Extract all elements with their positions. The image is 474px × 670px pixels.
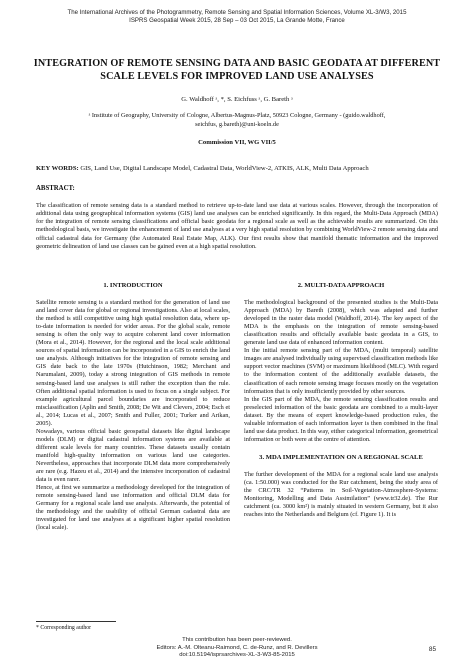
mda-paragraph-1: The methodological background of the presented studies is the Multi-Data Approach (MDA) by Bareth (2008), which was adapted and further developed in the raster data model (Waldhoff, 2014). The key aspect of the MDA is the emphasis on the integration of remote sensing-based classification results and officially available basic geodata in a GIS, to generate land use data of enhanced information content.: [244, 299, 438, 347]
right-column: [244, 282, 438, 519]
title-line-1: INTEGRATION OF REMOTE SENSING DATA AND BASIC GEODATA AT DIFFERENT: [33, 58, 441, 69]
mda-paragraph-3: In the GIS part of the MDA, the remote sensing classification results and preselected information of the basic geodata are combined to a multi-layer dataset. By the means of expert knowledge-based production rules, the valuable information of each information layer is then combined in the final land use data product. In this way, either categorical information, geometrical information or both were at the centre of attention.: [244, 395, 438, 443]
header-line-2: ISPRS Geospatial Week 2015, 28 Sep – 03 Oct 2015, La Grande Motte, France: [129, 17, 345, 24]
abstract-body: [36, 202, 438, 251]
left-column: [36, 282, 230, 532]
footnote: * Corresponding author: [36, 625, 92, 631]
footer-line-2: Editors: A.-M. Olteanu-Raimond, C. de-Runz, and R. Devillers: [156, 644, 318, 651]
mda-paragraph-2: In the initial remote sensing part of the MDA, (multi temporal) satellite images are analysed individually using supervised classification methods like support vector machines (SVM) or maximum likelihood (MLC). With regard to the information content of the additionally available datasets, the classification of each remote sensing image focuses mostly on the vegetation information that is only insufficiently provided by other sources.: [244, 347, 438, 395]
affiliation-line-1: ᵃ Institute of Geography, University of Cologne, Albertus-Magnus-Platz, 50923 Cologne, Germany - (guido.waldhoff,: [88, 112, 386, 119]
section-heading-regional-scale: 3. MDA IMPLEMENTATION ON A REGIONAL SCALE: [259, 453, 423, 461]
author-list: G. Waldhoff ᵃ, *, S. Eichfuss ᵃ, G. Bareth ᵃ: [181, 96, 293, 103]
section-heading-multi-data-approach: 2. MULTI-DATA APPROACH: [297, 282, 385, 289]
paper-title: [30, 57, 444, 83]
footer-line-1: This contribution has been peer-reviewed.: [182, 637, 292, 643]
keywords: [36, 164, 438, 173]
affiliation: [60, 112, 414, 129]
page-footer: [80, 637, 394, 660]
keywords-text: GIS, Land Use, Digital Landscape Model, Cadastral Data, WorldView-2, ATKIS, ALK, Multi Data Approach: [78, 165, 369, 172]
intro-paragraph-1: Satellite remote sensing is a standard method for the generation of land use and land cover data for global or regional investigations. Also at local scales, the method is still competitive using high spatial resolution data, where up-to-date information is needed for wider areas. For the global scale, remote sensing is often the only way to acquire coherent land cover information (Mora et al., 2014). However, for the regional and the local scale additional sources of spatial information can be incorporated in a GIS to enrich the land use analysis. Although initiatives for the integration of remote sensing and GIS date back to the late 1970s (Hutchinson, 1982; Merchant and Narumalani, 2009), today a strong integration of GIS methods in remote sensing-based land use analyses is still rather the exception than the rule. Often additional spatial information is used to focus on a single subject. For example agricultural parcel boundaries are incorporated to reduce misclassification (Aplin and Smith, 2008; De Wit and Clevers, 2004; Esch et al., 2014; Lucas et al., 2007; Smith and Fuller, 2001; Turker and Arikan, 2005).: [36, 299, 230, 427]
header-line-1: The International Archives of the Photogrammetry, Remote Sensing and Spatial Information Sciences, Volume XL-3/W3, 2015: [67, 9, 407, 16]
intro-paragraph-2: Nowadays, various official basic geospatial datasets like digital landscape models (DLM) or digital cadastral information systems are available at different scale levels for many countries. These datasets usually contain manifold high-quality information on various land use categories. Nevertheless, approaches that incorporate DLM data more comprehensively are rare (e.g. Hazeu et al., 2014) and the intensive incorporation of cadastral data is even rarer.: [36, 427, 230, 484]
abstract-heading: ABSTRACT:: [36, 185, 75, 192]
keywords-label: KEY WORDS:: [36, 165, 79, 172]
footnote-divider: [36, 621, 116, 622]
page-number: 85: [428, 646, 436, 653]
running-header: [20, 9, 454, 25]
regional-paragraph-1: The further development of the MDA for a regional scale land use analysis (ca. 1:50.000) was conducted for the Rur catchment, being the study area of the CRC/TR 32 “Patterns in Soil-Vegetation-Atmosphere-Systems: Monitoring, Modelling and Data Assimilation” (www.tr32.de). The Rur catchment (ca. 3000 km²) is mainly situated in western Germany, but it also reaches into the Netherlands and Belgium (cf. Figure 1). It is: [244, 470, 438, 519]
abstract-text: The classification of remote sensing data is a standard method to retrieve up-to-date land use data at various scales. However, through the incorporation of additional data using geographical information systems (GIS) land use analyses can be enriched significantly. In this regard, the Multi-Data Approach (MDA) for the integration of remote sensing classifications and official basic geodata for a regional scale as well as the achievable results are summarized. On this methodological basis, we investigate the enhancement of land use analyses at a very high spatial resolution by combining WorldView-2 remote sensing data and official cadastral data for Germany (the Automated Real Estate Map, ALK). Our first results show that manifold thematic information and the improved geometric delineation of land use classes can be gained even at a high spatial resolution.: [36, 202, 438, 250]
intro-paragraph-3: Hence, at first we summarize a methodology developed for the integration of remote sensing-based land use information and official DLM data for Germany for a regional scale land use analysis. Afterwards, the potential of the methodology and the usability of official German cadastral data are investigated for land use analyses at a significant higher spatial resolution (local scale).: [36, 484, 230, 532]
commission-line: Commission VII, WG VII/5: [198, 139, 276, 146]
affiliation-line-2: seichfus, g.bareth)@uni-koeln.de: [195, 120, 279, 128]
section-heading-introduction: 1. INTRODUCTION: [103, 282, 163, 289]
footer-doi: doi:10.5194/isprsarchives-XL-3-W3-85-2015: [179, 652, 295, 659]
title-line-2: SCALE LEVELS FOR IMPROVED LAND USE ANALYSES: [100, 71, 374, 82]
